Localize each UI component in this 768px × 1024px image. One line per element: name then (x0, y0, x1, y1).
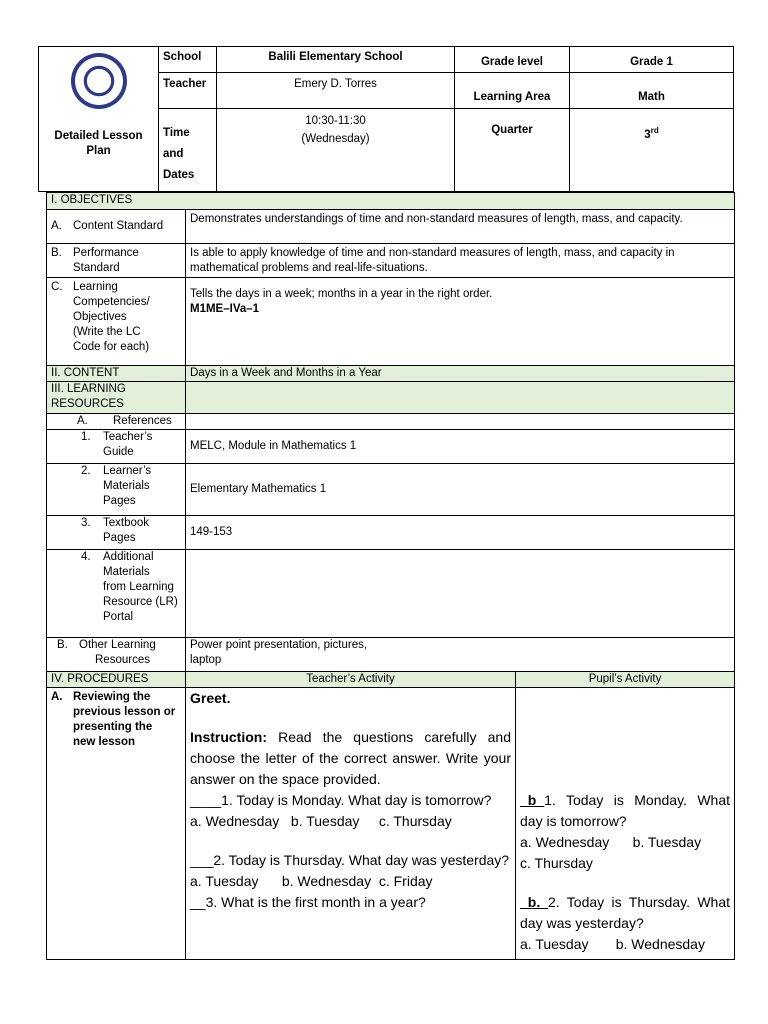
teacher-activity-heading: Teacher’s Activity (186, 672, 516, 688)
question-1-choices: a. Wednesday b. Tuesday c. Thursday (190, 813, 452, 829)
quarter-value: 3rd (570, 109, 734, 192)
teacher-value: Emery D. Torres (217, 73, 455, 109)
school-value: Balili Elementary School (217, 47, 455, 73)
area-value: Math (570, 73, 734, 109)
learners-materials-value: Elementary Mathematics 1 (186, 464, 735, 516)
pupil-activity-cell (516, 688, 735, 960)
teacher-activity-cell (186, 688, 516, 960)
reviewing-lesson-label: A. Reviewing the previous lesson or presenting the new lesson (47, 688, 186, 960)
textbook-pages-value: 149-153 (186, 516, 735, 550)
school-label: School (159, 47, 217, 73)
pupil-answer-1-choices: a. Wednesday b. Tuesday (520, 834, 702, 850)
content-heading: II. CONTENT (47, 366, 186, 382)
other-resources-label: B. Other Learning Resources (47, 638, 186, 672)
lesson-body-table (46, 192, 735, 960)
performance-standard-label: B. Performance Standard (47, 244, 186, 278)
pupil-answer-1-choices-2: c. Thursday (520, 855, 593, 871)
deped-seal-icon (71, 53, 127, 109)
procedures-heading: IV. PROCEDURES (47, 672, 186, 688)
plan-title: Detailed Lesson Plan (54, 130, 143, 157)
content-standard-label: A. Content Standard (47, 210, 186, 244)
resources-heading: III. LEARNING RESOURCES (47, 382, 186, 414)
header-table (38, 46, 734, 192)
competencies-label: C. Learning Competencies/ Objectives (Write the LC Code for each) (47, 278, 186, 366)
objectives-heading: I. OBJECTIVES (47, 193, 735, 210)
performance-standard-value: Is able to apply knowledge of time and non-standard measures of length, mass, and capacity in mathematical problems and real-life-situations. (186, 244, 735, 278)
pupil-activity-heading: Pupil’s Activity (516, 672, 735, 688)
logo-title-cell (39, 47, 159, 192)
additional-materials-value (186, 550, 735, 638)
grade-value: Grade 1 (570, 47, 734, 73)
teachers-guide-label: 1. Teacher’s Guide (47, 430, 186, 464)
quarter-label: Quarter (455, 109, 570, 192)
teachers-guide-value: MELC, Module in Mathematics 1 (186, 430, 735, 464)
instruction-text: Instruction: Read the questions carefully and choose the letter of the correct answer. Write your answer on the space provided. (190, 729, 511, 787)
time-label: Time and Dates (159, 109, 217, 192)
additional-materials-label: 4. Additional Materials from Learning Resource (LR) Portal (47, 550, 186, 638)
objectives-heading-row (47, 193, 735, 210)
question-2-choices: a. Tuesday b. Wednesday c. Friday (190, 873, 433, 889)
greet-text: Greet. (190, 690, 231, 706)
pupil-answer-2: _b._2. Today is Thursday. What day was yesterday? (520, 894, 731, 931)
pupil-answer-2-choices: a. Tuesday b. Wednesday (520, 936, 705, 952)
references-label: A. References (47, 414, 186, 430)
references-value (186, 414, 735, 430)
area-label: Learning Area (455, 73, 570, 109)
competencies-value: Tells the days in a week; months in a year in the right order. M1ME–IVa–1 (186, 278, 735, 366)
content-standard-value: Demonstrates understandings of time and non-standard measures of length, mass, and capacity. (186, 210, 735, 244)
learners-materials-label: 2. Learner’s Materials Pages (47, 464, 186, 516)
other-resources-value: Power point presentation, pictures, laptop (186, 638, 735, 672)
textbook-pages-label: 3. Textbook Pages (47, 516, 186, 550)
content-value: Days in a Week and Months in a Year (186, 366, 735, 382)
question-2: ___2. Today is Thursday. What day was yesterday? (190, 852, 510, 868)
question-1: ____1. Today is Monday. What day is tomorrow? (190, 792, 492, 808)
pupil-answer-1: _b_1. Today is Monday. What day is tomorrow? (520, 792, 731, 829)
teacher-label: Teacher (159, 73, 217, 109)
question-3: __3. What is the first month in a year? (190, 894, 426, 910)
time-value: 10:30-11:30 (Wednesday) (217, 109, 455, 192)
resources-heading-blank (186, 382, 735, 414)
grade-label: Grade level (455, 47, 570, 73)
